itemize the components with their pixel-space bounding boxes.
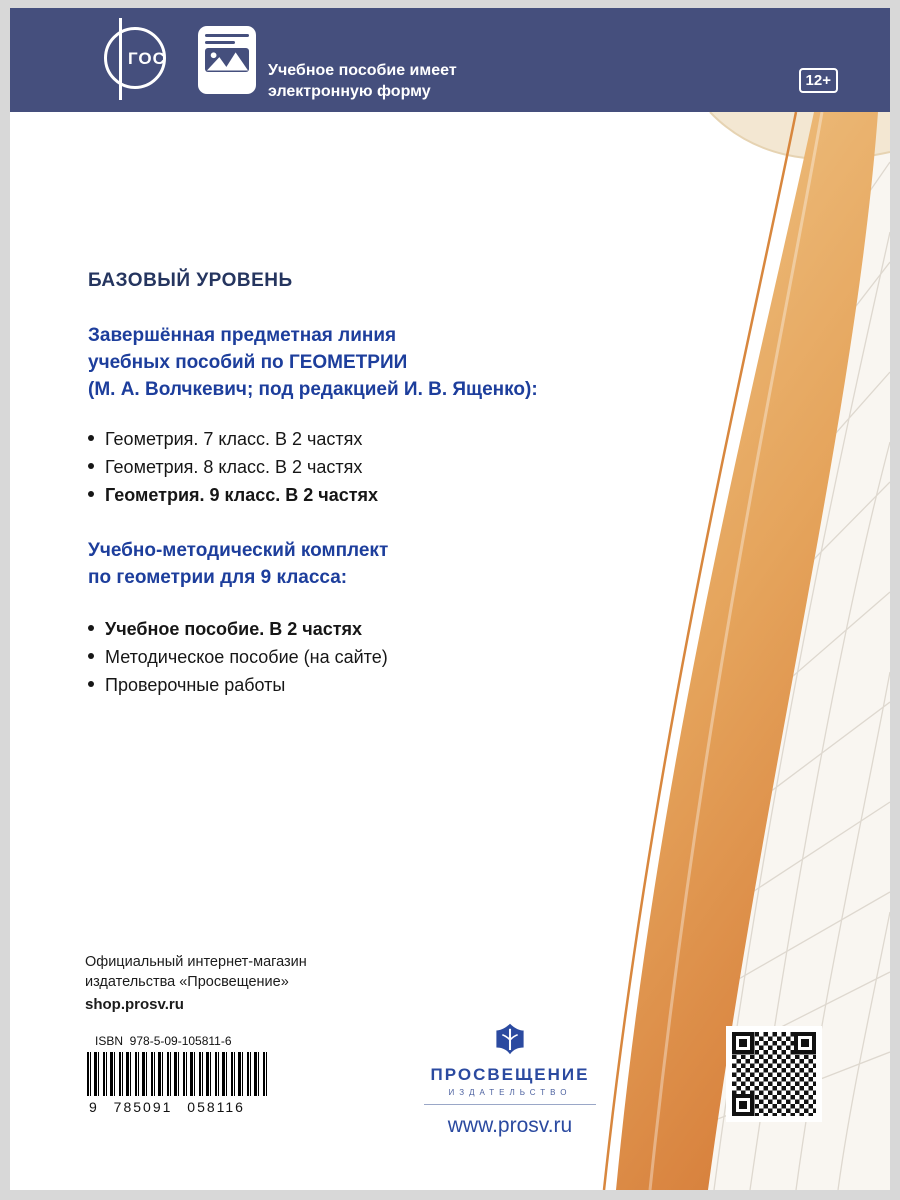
ebook-note-line1: Учебное пособие имеет <box>268 62 457 79</box>
qr-code <box>726 1026 822 1122</box>
ebook-note-line2: электронную форму <box>268 83 431 100</box>
list-item <box>88 481 628 509</box>
shop-info-line1: Официальный интернет-магазин <box>85 954 307 970</box>
header-band <box>10 8 890 112</box>
cover-sheet <box>10 8 890 1190</box>
series-heading-line: (М. А. Волчкевич; под редакцией И. В. Ященко): <box>88 379 538 400</box>
publisher-logo-icon <box>493 1020 527 1058</box>
fgos-logo <box>95 18 177 100</box>
list-item-text: Методическое пособие (на сайте) <box>105 647 388 667</box>
barcode-digits: 9 785091 058116 <box>89 1099 245 1115</box>
cover-body <box>10 112 890 1190</box>
qr-finder-icon <box>732 1032 754 1054</box>
list-item <box>88 643 628 671</box>
ebook-note <box>268 60 457 102</box>
main-text-column <box>88 270 628 699</box>
level-heading: БАЗОВЫЙ УРОВЕНЬ <box>88 270 293 291</box>
mountains-icon <box>205 48 249 72</box>
qr-finder-icon <box>794 1032 816 1054</box>
ebook-icon <box>198 26 256 94</box>
ebook-icon-textline <box>205 41 235 44</box>
ebook-icon-textline <box>205 34 249 37</box>
list-item-text: Учебное пособие. В 2 частях <box>105 619 363 639</box>
shop-info <box>85 952 307 1015</box>
bullet-icon <box>88 463 94 469</box>
ebook-icon-picture <box>205 48 249 72</box>
list-item-text: Проверочные работы <box>105 675 286 695</box>
umk-heading <box>88 537 628 591</box>
shop-url: shop.prosv.ru <box>85 996 184 1013</box>
qr-finder-icon <box>732 1094 754 1116</box>
list-item <box>88 453 628 481</box>
publisher-subtitle: ИЗДАТЕЛЬСТВО <box>448 1088 572 1097</box>
list-item <box>88 615 628 643</box>
age-rating-badge: 12+ <box>799 68 838 93</box>
list-item-text: Геометрия. 8 класс. В 2 частях <box>105 457 363 477</box>
list-item <box>88 425 628 453</box>
umk-heading-line: Учебно-методический комплект <box>88 540 389 561</box>
isbn-barcode <box>85 1030 271 1119</box>
publisher-name: ПРОСВЕЩЕНИЕ <box>430 1065 590 1084</box>
list-item <box>88 671 628 699</box>
umk-list <box>88 615 628 699</box>
series-heading <box>88 322 628 403</box>
umk-heading-line: по геометрии для 9 класса: <box>88 567 348 588</box>
bullet-icon <box>88 681 94 687</box>
series-list <box>88 425 628 509</box>
list-item-text: Геометрия. 9 класс. В 2 частях <box>105 485 379 505</box>
list-item-text: Геометрия. 7 класс. В 2 частях <box>105 429 363 449</box>
bullet-icon <box>88 653 94 659</box>
bullet-icon <box>88 491 94 497</box>
series-heading-line: Завершённая предметная линия <box>88 325 397 346</box>
bullet-icon <box>88 435 94 441</box>
fgos-logo-label: ГОС <box>128 49 166 68</box>
qr-pattern <box>732 1032 816 1116</box>
shop-info-line2: издательства «Просвещение» <box>85 974 289 990</box>
isbn-label: ISBN 978-5-09-105811-6 <box>95 1034 232 1048</box>
publisher-url: www.prosv.ru <box>447 1114 573 1137</box>
bullet-icon <box>88 625 94 631</box>
publisher-block <box>400 1020 620 1138</box>
publisher-divider <box>424 1104 596 1105</box>
barcode-bars <box>87 1052 269 1096</box>
series-heading-line: учебных пособий по ГЕОМЕТРИИ <box>88 352 408 373</box>
